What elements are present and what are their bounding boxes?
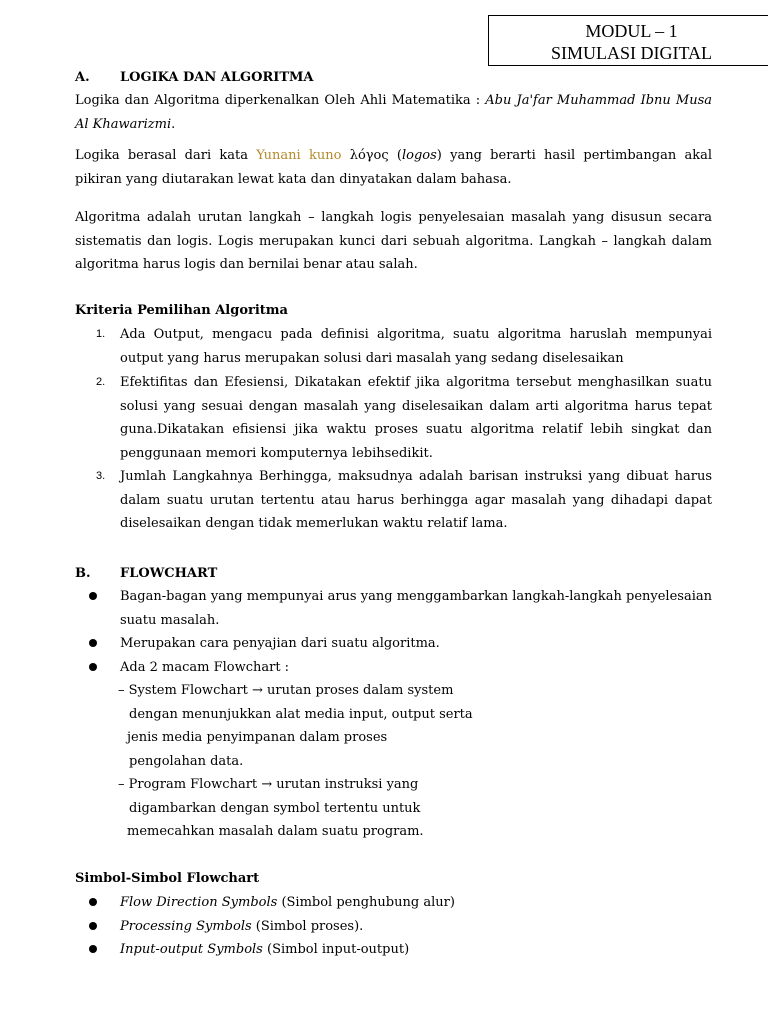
flowchart-bullet-3: Ada 2 macam Flowchart : (120, 660, 290, 675)
symbol-item-1-desc: (Simbol penghubung alur) (277, 895, 455, 910)
module-header-box (488, 15, 768, 66)
logika-pre: Logika berasal dari kata (75, 148, 257, 163)
symbol-item-3-desc: (Simbol input-output) (262, 942, 410, 957)
system-flowchart-line-3: jenis media penyimpanan dalam proses (127, 730, 388, 745)
criteria-heading: Kriteria Pemilihan Algoritma (75, 303, 288, 318)
criteria-number-3: 3. (96, 470, 106, 482)
criteria-number-1: 1. (96, 328, 106, 340)
section-b-letter: B. (75, 566, 91, 581)
intro-end: . (171, 116, 176, 132)
section-b-title: FLOWCHART (120, 566, 218, 581)
bullet-dot (89, 663, 97, 671)
program-flowchart-line-2: digambarkan dengan symbol tertentu untuk (129, 801, 421, 816)
logika-logos: logos (401, 148, 437, 163)
symbol-item-2-name: Processing Symbols (120, 919, 252, 934)
system-flowchart-line-4: pengolahan data. (129, 754, 244, 769)
logika-post: ) yang berarti hasil pertimbangan akal pikiran yang diutarakan lewat kata dan dinyatakan dalam bahasa. (75, 148, 713, 187)
bullet-dot (89, 898, 97, 906)
flowchart-bullet-2: Merupakan cara penyajian dari suatu algoritma. (120, 636, 440, 651)
criteria-number-2: 2. (96, 376, 106, 388)
bullet-dot (89, 592, 97, 600)
module-subtitle: SIMULASI DIGITAL (550, 43, 713, 63)
system-flowchart-line-2: dengan menunjukkan alat media input, output serta (129, 707, 473, 722)
module-title: MODUL – 1 (585, 21, 678, 41)
symbol-item-2-desc: (Simbol proses). (251, 919, 364, 934)
symbols-heading: Simbol-Simbol Flowchart (75, 871, 260, 886)
intro-name: Abu Ja'far Muhammad Ibnu Musa Al Khawarizmi (75, 93, 713, 132)
logika-highlight: Yunani kuno (256, 148, 342, 163)
paragraph-logika (75, 144, 712, 191)
program-flowchart-line-3: memecahkan masalah dalam suatu program. (127, 824, 424, 839)
symbol-item-3-name: Input-output Symbols (120, 942, 263, 957)
paragraph-intro (75, 89, 712, 136)
bullet-dot (89, 945, 97, 953)
section-a-title: LOGIKA DAN ALGORITMA (120, 70, 314, 85)
section-a-letter: A. (75, 70, 90, 85)
symbol-item-1 (120, 891, 712, 915)
bullet-dot (89, 922, 97, 930)
symbol-item-1-name: Flow Direction Symbols (120, 895, 278, 910)
bullet-dot (89, 639, 97, 647)
criteria-item-1: Ada Output, mengacu pada definisi algoritma, suatu algoritma haruslah mempunyai output yang harus merupakan solusi dari masalah yang sedang diselesaikan (120, 327, 712, 366)
flowchart-bullet-1: Bagan-bagan yang mempunyai arus yang menggambarkan langkah-langkah penyelesaian suatu masalah. (120, 589, 712, 628)
logika-greek: λόγος ( (341, 148, 402, 163)
system-flowchart-line-1: – System Flowchart → urutan proses dalam system (118, 683, 454, 698)
symbol-item-2 (120, 915, 712, 939)
paragraph-algoritma: Algoritma adalah urutan langkah – langkah logis penyelesaian masalah yang disusun secara sistematis dan logis. Logis merupakan kunci dari sebuah algoritma. Langkah – langkah dalam algoritma harus logis dan bernilai benar atau salah. (75, 210, 712, 272)
criteria-item-3: Jumlah Langkahnya Berhingga, maksudnya adalah barisan instruksi yang dibuat harus dalam suatu urutan tertentu atau harus berhingga agar masalah yang dihadapi dapat diselesaikan dengan tidak memerlukan waktu relatif lama. (120, 469, 712, 531)
symbol-item-3 (120, 938, 712, 962)
criteria-item-2: Efektifitas dan Efesiensi, Dikatakan efektif jika algoritma tersebut menghasilkan suatu solusi yang sesuai dengan masalah yang diselesaikan dalam arti algoritma harus tepat guna.Dikatakan efisiensi jika waktu proses suatu algoritma relatif lebih singkat dan penggunaan memori komputernya lebihsedikit. (120, 375, 712, 461)
program-flowchart-line-1: – Program Flowchart → urutan instruksi yang (118, 777, 419, 792)
intro-text: Logika dan Algoritma diperkenalkan Oleh Ahli Matematika : (75, 93, 486, 108)
